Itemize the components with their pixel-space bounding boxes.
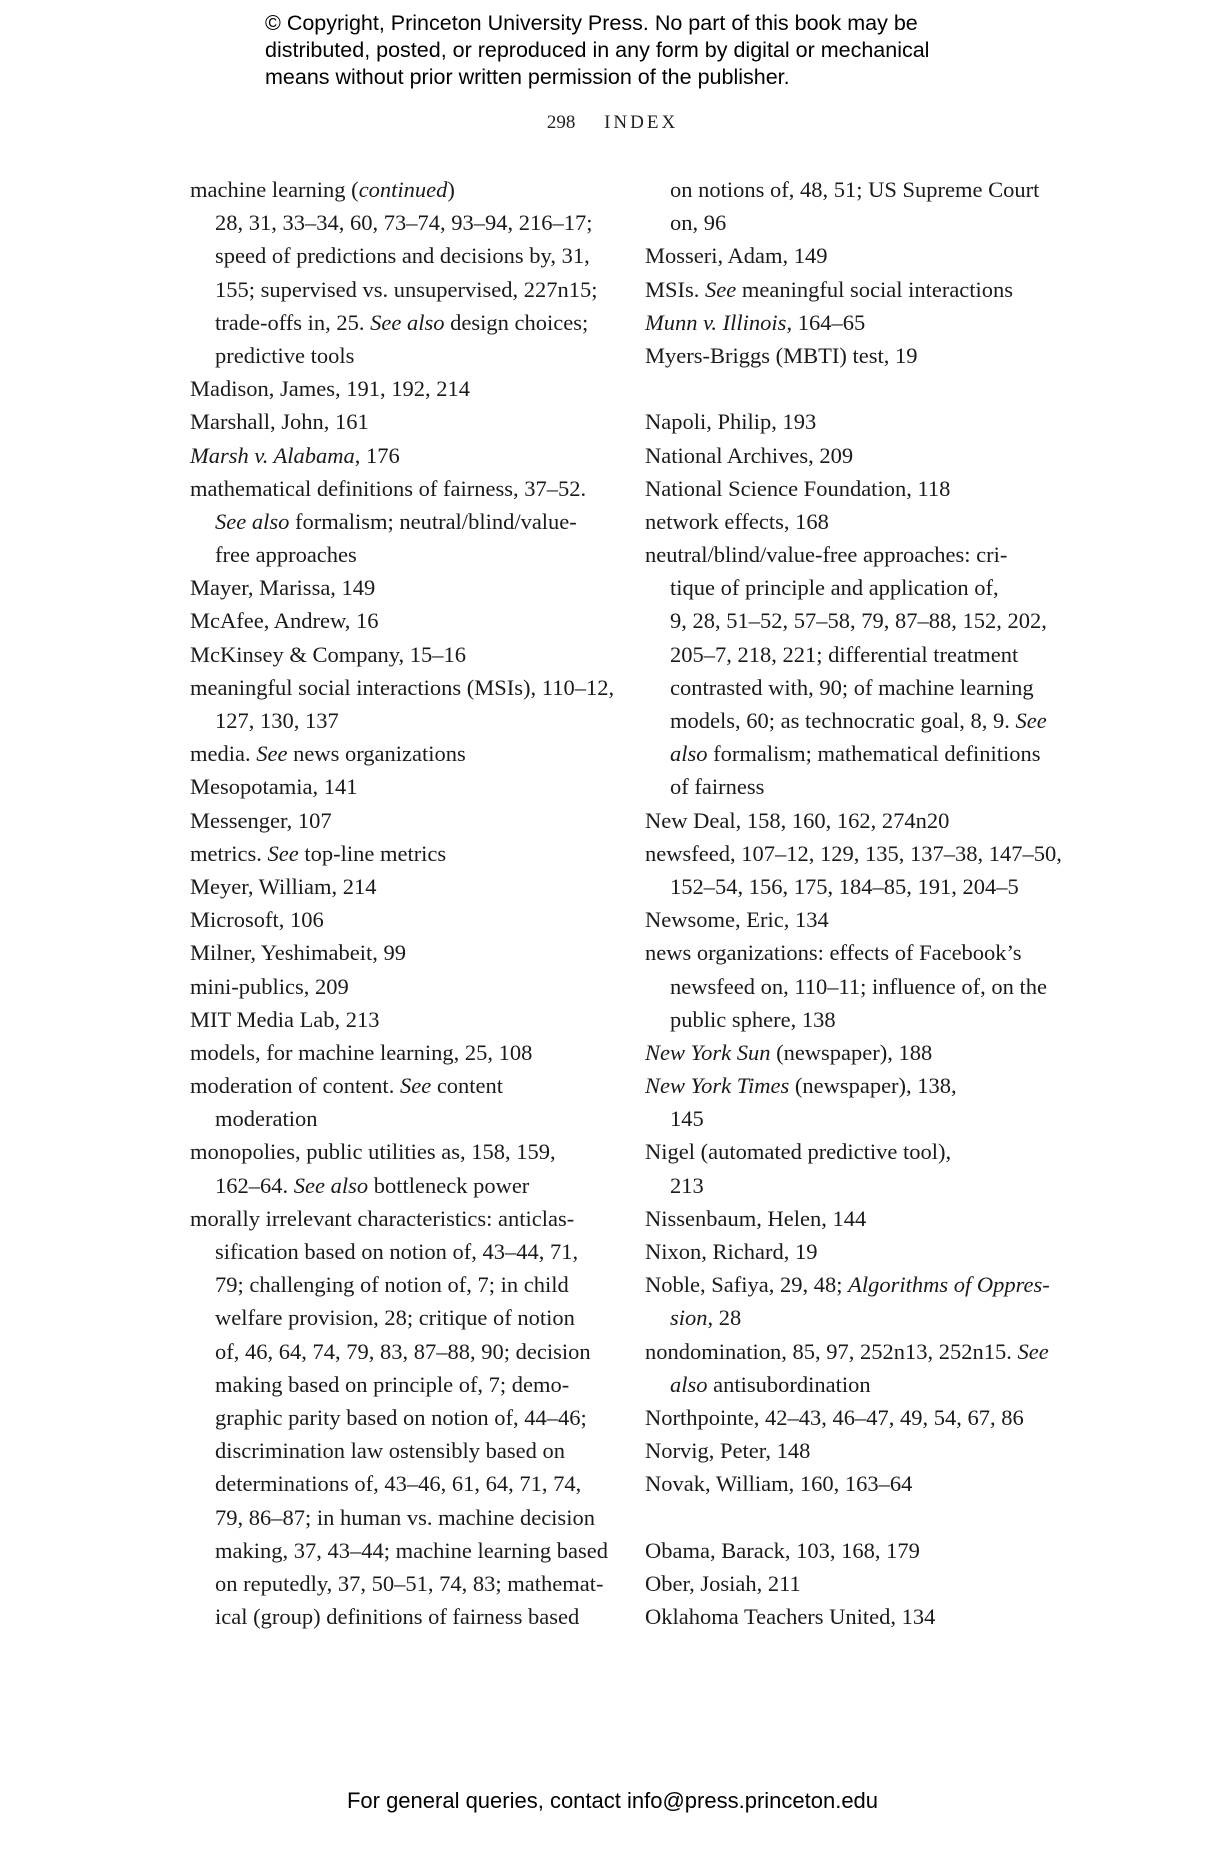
index-entry-line [645, 472, 1065, 505]
index-entry-line [645, 1401, 1065, 1434]
index-subentry-line [190, 1401, 610, 1434]
index-entry-line [645, 1567, 1065, 1600]
entry-text: Ober, Josiah, 211 [645, 1570, 801, 1596]
index-subentry-line [190, 1534, 610, 1567]
index-entry-line [190, 837, 610, 870]
index-subentry-line [190, 1567, 610, 1600]
index-subentry-line [190, 1467, 610, 1500]
entry-text: models, 60; as technocratic goal, 8, 9. [670, 708, 1016, 733]
index-entry-line [190, 372, 610, 405]
index-subentry-line [190, 505, 610, 538]
entry-text: making, 37, 43–44; machine learning based [215, 1537, 609, 1563]
index-subentry-line [645, 671, 1065, 704]
page-number: 298 [546, 112, 576, 133]
entry-text: meaningful social interactions (MSIs), 110–12, [190, 674, 615, 700]
copyright-notice [265, 10, 1025, 91]
italic-text: Algorithms of Oppres- [848, 1272, 1050, 1298]
entry-text: 79, 86–87; in human vs. machine decision [215, 1504, 595, 1530]
index-entry-line [645, 1434, 1065, 1467]
italic-text: See [705, 276, 737, 302]
index-entry-line [645, 1268, 1065, 1301]
index-subentry-line [190, 538, 610, 571]
entry-text: formalism; neutral/blind/value- [289, 508, 577, 534]
index-entry-line [190, 1202, 610, 1235]
entry-text: National Archives, 209 [645, 442, 854, 468]
entry-text: moderation of content. [190, 1073, 400, 1099]
entry-text: Northpointe, 42–43, 46–47, 49, 54, 67, 86 [645, 1404, 1024, 1430]
index-subentry-line [645, 173, 1065, 206]
index-entry-line [190, 472, 610, 505]
entry-text: models, for machine learning, 25, 108 [190, 1039, 533, 1065]
entry-text: Noble, Safiya, 29, 48; [645, 1272, 849, 1298]
italic-text: See also [215, 508, 290, 534]
section-title: INDEX [604, 112, 679, 133]
entry-text: 79; challenging of notion of, 7; in child [215, 1272, 569, 1298]
entry-text: mathematical definitions of fairness, 37–52. [190, 475, 587, 501]
entry-text: newsfeed on, 110–11; influence of, on the [670, 973, 1047, 999]
entry-text: 213 [670, 1172, 704, 1198]
index-subentry-line [190, 1501, 610, 1534]
entry-text: graphic parity based on notion of, 44–46; [215, 1404, 587, 1430]
entry-text: Oklahoma Teachers United, 134 [645, 1604, 936, 1630]
entry-text: on reputedly, 37, 50–51, 74, 83; mathemat- [215, 1570, 604, 1596]
index-subentry-line [190, 704, 610, 737]
index-entry-line [645, 837, 1065, 870]
index-subentry-line [190, 239, 610, 272]
entry-text: machine learning ( [190, 177, 359, 202]
entry-text: 145 [670, 1106, 704, 1132]
entry-text: predictive tools [215, 342, 355, 368]
entry-text: newsfeed, 107–12, 129, 135, 137–38, 147–50, [645, 840, 1062, 866]
index-entry-line [190, 439, 610, 472]
index-entry-line [645, 1235, 1065, 1268]
index-entry-line [190, 604, 610, 637]
entry-text: sification based on notion of, 43–44, 71, [215, 1239, 579, 1264]
index-entry-line [645, 1335, 1065, 1368]
index-subentry-line [645, 206, 1065, 239]
index-entry-line [190, 405, 610, 438]
entry-text: New Deal, 158, 160, 162, 274n20 [645, 807, 950, 833]
italic-text: New York Times [645, 1073, 790, 1099]
entry-text: nondomination, 85, 97, 252n13, 252n15. [645, 1338, 1018, 1364]
entry-text: news organizations [287, 741, 466, 767]
index-subentry-line [190, 1102, 610, 1135]
entry-text: Mayer, Marissa, 149 [190, 575, 376, 601]
index-entry-line [190, 571, 610, 604]
index-subentry-line [190, 1268, 610, 1301]
entry-text: Nixon, Richard, 19 [645, 1239, 818, 1264]
entry-text: morally irrelevant characteristics: anticlas- [190, 1205, 575, 1231]
entry-text: top-line metrics [298, 840, 447, 866]
index-entry-line [645, 1202, 1065, 1235]
entry-text: Obama, Barack, 103, 168, 179 [645, 1537, 920, 1563]
index-entry-line [645, 538, 1065, 571]
index-entry-line [645, 1534, 1065, 1567]
index-entry-line [190, 804, 610, 837]
italic-text: See also [293, 1172, 369, 1198]
index-entry-line [190, 903, 610, 936]
entry-text: 127, 130, 137 [215, 708, 339, 733]
index-subentry-line [190, 273, 610, 306]
index-subentry-line [645, 1169, 1065, 1202]
entry-text: of fairness [670, 774, 765, 800]
entry-text: on, 96 [670, 210, 727, 236]
entry-text: Myers-Briggs (MBTI) test, 19 [645, 342, 918, 368]
index-entry-line [190, 970, 610, 1003]
italic-text: New York Sun [645, 1039, 771, 1065]
index-entry-line [190, 1069, 610, 1102]
entry-text: formalism; mathematical definitions [707, 741, 1041, 767]
entry-text: Milner, Yeshimabeit, 99 [190, 940, 406, 966]
entry-text: 205–7, 218, 221; differential treatment [670, 641, 1019, 667]
entry-text: Norvig, Peter, 148 [645, 1438, 811, 1464]
entry-text: McAfee, Andrew, 16 [190, 608, 379, 634]
entry-text: McKinsey & Company, 15–16 [190, 641, 467, 667]
italic-text: See [1017, 1338, 1049, 1364]
index-entry-line [645, 903, 1065, 936]
index-subentry-line [190, 1434, 610, 1467]
index-subentry-line [190, 1335, 610, 1368]
entry-text: Messenger, 107 [190, 807, 332, 833]
italic-text: See [1015, 708, 1047, 733]
index-subentry-line [190, 1368, 610, 1401]
running-head [0, 112, 1225, 134]
index-entry-line [645, 273, 1065, 306]
entry-text: 155; supervised vs. unsupervised, 227n15; [215, 276, 598, 302]
entry-text: 28, 31, 33–34, 60, 73–74, 93–94, 216–17; [215, 210, 593, 236]
entry-text: Novak, William, 160, 163–64 [645, 1471, 913, 1497]
index-entry-line [645, 306, 1065, 339]
italic-text: continued [358, 177, 448, 202]
entry-text: 152–54, 156, 175, 184–85, 191, 204–5 [670, 873, 1019, 899]
entry-text: Nissenbaum, Helen, 144 [645, 1205, 867, 1231]
index-entry-line [645, 1600, 1065, 1633]
index-subentry-line [190, 1169, 610, 1202]
entry-text: design choices; [444, 309, 589, 335]
index-subentry-line [645, 1368, 1065, 1401]
index-subentry-line [190, 339, 610, 372]
index-subentry-line [645, 970, 1065, 1003]
copyright-line: means without prior written permission of the publisher. [265, 65, 790, 89]
index-entry-line [645, 439, 1065, 472]
entry-text: 9, 28, 51–52, 57–58, 79, 87–88, 152, 202, [670, 608, 1047, 634]
entry-text: meaningful social interactions [736, 276, 1014, 302]
index-subentry-line [645, 638, 1065, 671]
index-entry-line [645, 239, 1065, 272]
index-entry-line [190, 870, 610, 903]
entry-text: contrasted with, 90; of machine learning [670, 674, 1034, 700]
entry-text: welfare provision, 28; critique of notion [215, 1305, 575, 1331]
entry-text: , 176 [354, 442, 400, 468]
entry-text: monopolies, public utilities as, 158, 159, [190, 1139, 556, 1165]
italic-text: also [670, 1371, 708, 1397]
entry-text: MIT Media Lab, 213 [190, 1006, 380, 1032]
entry-text: Nigel (automated predictive tool), [645, 1139, 952, 1165]
index-subentry-line [645, 870, 1065, 903]
index-entry-line [645, 1135, 1065, 1168]
index-subentry-line [190, 306, 610, 339]
index-entry-line [190, 638, 610, 671]
index-subentry-line [645, 737, 1065, 770]
entry-text: MSIs. [645, 276, 706, 302]
italic-text: See [256, 741, 288, 767]
index-entry-line [190, 770, 610, 803]
index-entry-line [190, 737, 610, 770]
entry-text: making based on principle of, 7; demo- [215, 1371, 570, 1397]
index-entry-line [190, 1036, 610, 1069]
entry-text: ical (group) definitions of fairness based [215, 1604, 580, 1630]
index-subentry-line [645, 1301, 1065, 1334]
index-subentry-line [645, 704, 1065, 737]
index-entry-line [190, 1003, 610, 1036]
index-entry-line [190, 936, 610, 969]
entry-text: Mesopotamia, 141 [190, 774, 358, 800]
entry-text: ) [447, 177, 455, 202]
index-subentry-line [190, 1301, 610, 1334]
index-subentry-line [645, 604, 1065, 637]
index-subentry-line [190, 1235, 610, 1268]
entry-text: mini-publics, 209 [190, 973, 349, 999]
entry-text: moderation [215, 1106, 318, 1132]
index-subentry-line [190, 1600, 610, 1633]
entry-text: Newsome, Eric, 134 [645, 907, 829, 933]
index-entry-line [645, 1036, 1065, 1069]
entry-text: determinations of, 43–46, 61, 64, 71, 74, [215, 1471, 582, 1497]
entry-text: (newspaper), 138, [789, 1073, 957, 1099]
entry-text: neutral/blind/value-free approaches: cri- [645, 542, 1008, 568]
index-entry-line [190, 173, 610, 206]
index-entry-line [190, 671, 615, 704]
entry-text: discrimination law ostensibly based on [215, 1438, 565, 1464]
entry-text: Meyer, William, 214 [190, 873, 377, 899]
index-entry-line [645, 804, 1065, 837]
index-entry-line [645, 339, 1065, 372]
footer-contact: For general queries, contact info@press.princeton.edu [346, 1788, 879, 1813]
entry-text: public sphere, 138 [670, 1006, 836, 1032]
entry-text: trade-offs in, 25. [215, 309, 371, 335]
entry-text: free approaches [215, 542, 357, 568]
entry-text: content [431, 1073, 504, 1099]
entry-text: Microsoft, 106 [190, 907, 324, 933]
entry-text: of, 46, 64, 74, 79, 83, 87–88, 90; decision [215, 1338, 591, 1364]
entry-text: antisubordination [707, 1371, 871, 1397]
entry-text: (newspaper), 188 [770, 1039, 933, 1065]
index-subentry-line [645, 1102, 1065, 1135]
index-entry-line [645, 936, 1065, 969]
italic-text: sion [670, 1305, 708, 1331]
index-subentry-line [645, 1003, 1065, 1036]
index-column-left [190, 173, 615, 1633]
italic-text: See [267, 840, 299, 866]
index-entry-line [645, 505, 1065, 538]
italic-text: See [399, 1073, 432, 1099]
entry-text: tique of principle and application of, [670, 575, 999, 601]
index-entry-line [190, 1135, 610, 1168]
index-entry-line [645, 405, 1065, 438]
entry-text: on notions of, 48, 51; US Supreme Court [670, 177, 1040, 202]
letter-group-gap [645, 1501, 1065, 1534]
entry-text: media. [190, 741, 257, 767]
entry-text: news organizations: effects of Facebook’s [645, 940, 1022, 966]
copyright-line: © Copyright, Princeton University Press. No part of this book may be [265, 11, 918, 35]
entry-text: National Science Foundation, 118 [645, 475, 951, 501]
italic-text: Munn v. Illinois [645, 309, 787, 335]
entry-text: network effects, 168 [645, 508, 829, 534]
copyright-line: distributed, posted, or reproduced in any form by digital or mechanical [265, 38, 930, 62]
entry-text: 162–64. [215, 1172, 294, 1198]
entry-text: Mosseri, Adam, 149 [645, 243, 828, 269]
entry-text: Napoli, Philip, 193 [645, 409, 817, 435]
entry-text: Madison, James, 191, 192, 214 [190, 376, 470, 402]
italic-text: Marsh v. Alabama [190, 442, 355, 468]
entry-text: , 28 [707, 1305, 742, 1331]
index-subentry-line [645, 770, 1065, 803]
index-subentry-line [190, 206, 610, 239]
index-entry-line [645, 1069, 1065, 1102]
italic-text: See also [370, 309, 445, 335]
entry-text: Marshall, John, 161 [190, 409, 369, 435]
letter-group-gap [645, 372, 1065, 405]
index-subentry-line [645, 571, 1065, 604]
index-entry-line [645, 1467, 1065, 1500]
index-column-right [645, 173, 1065, 1633]
entry-text: , 164–65 [786, 309, 866, 335]
entry-text: bottleneck power [368, 1172, 530, 1198]
italic-text: also [670, 741, 708, 767]
entry-text: speed of predictions and decisions by, 31, [215, 243, 590, 269]
entry-text: metrics. [190, 840, 268, 866]
